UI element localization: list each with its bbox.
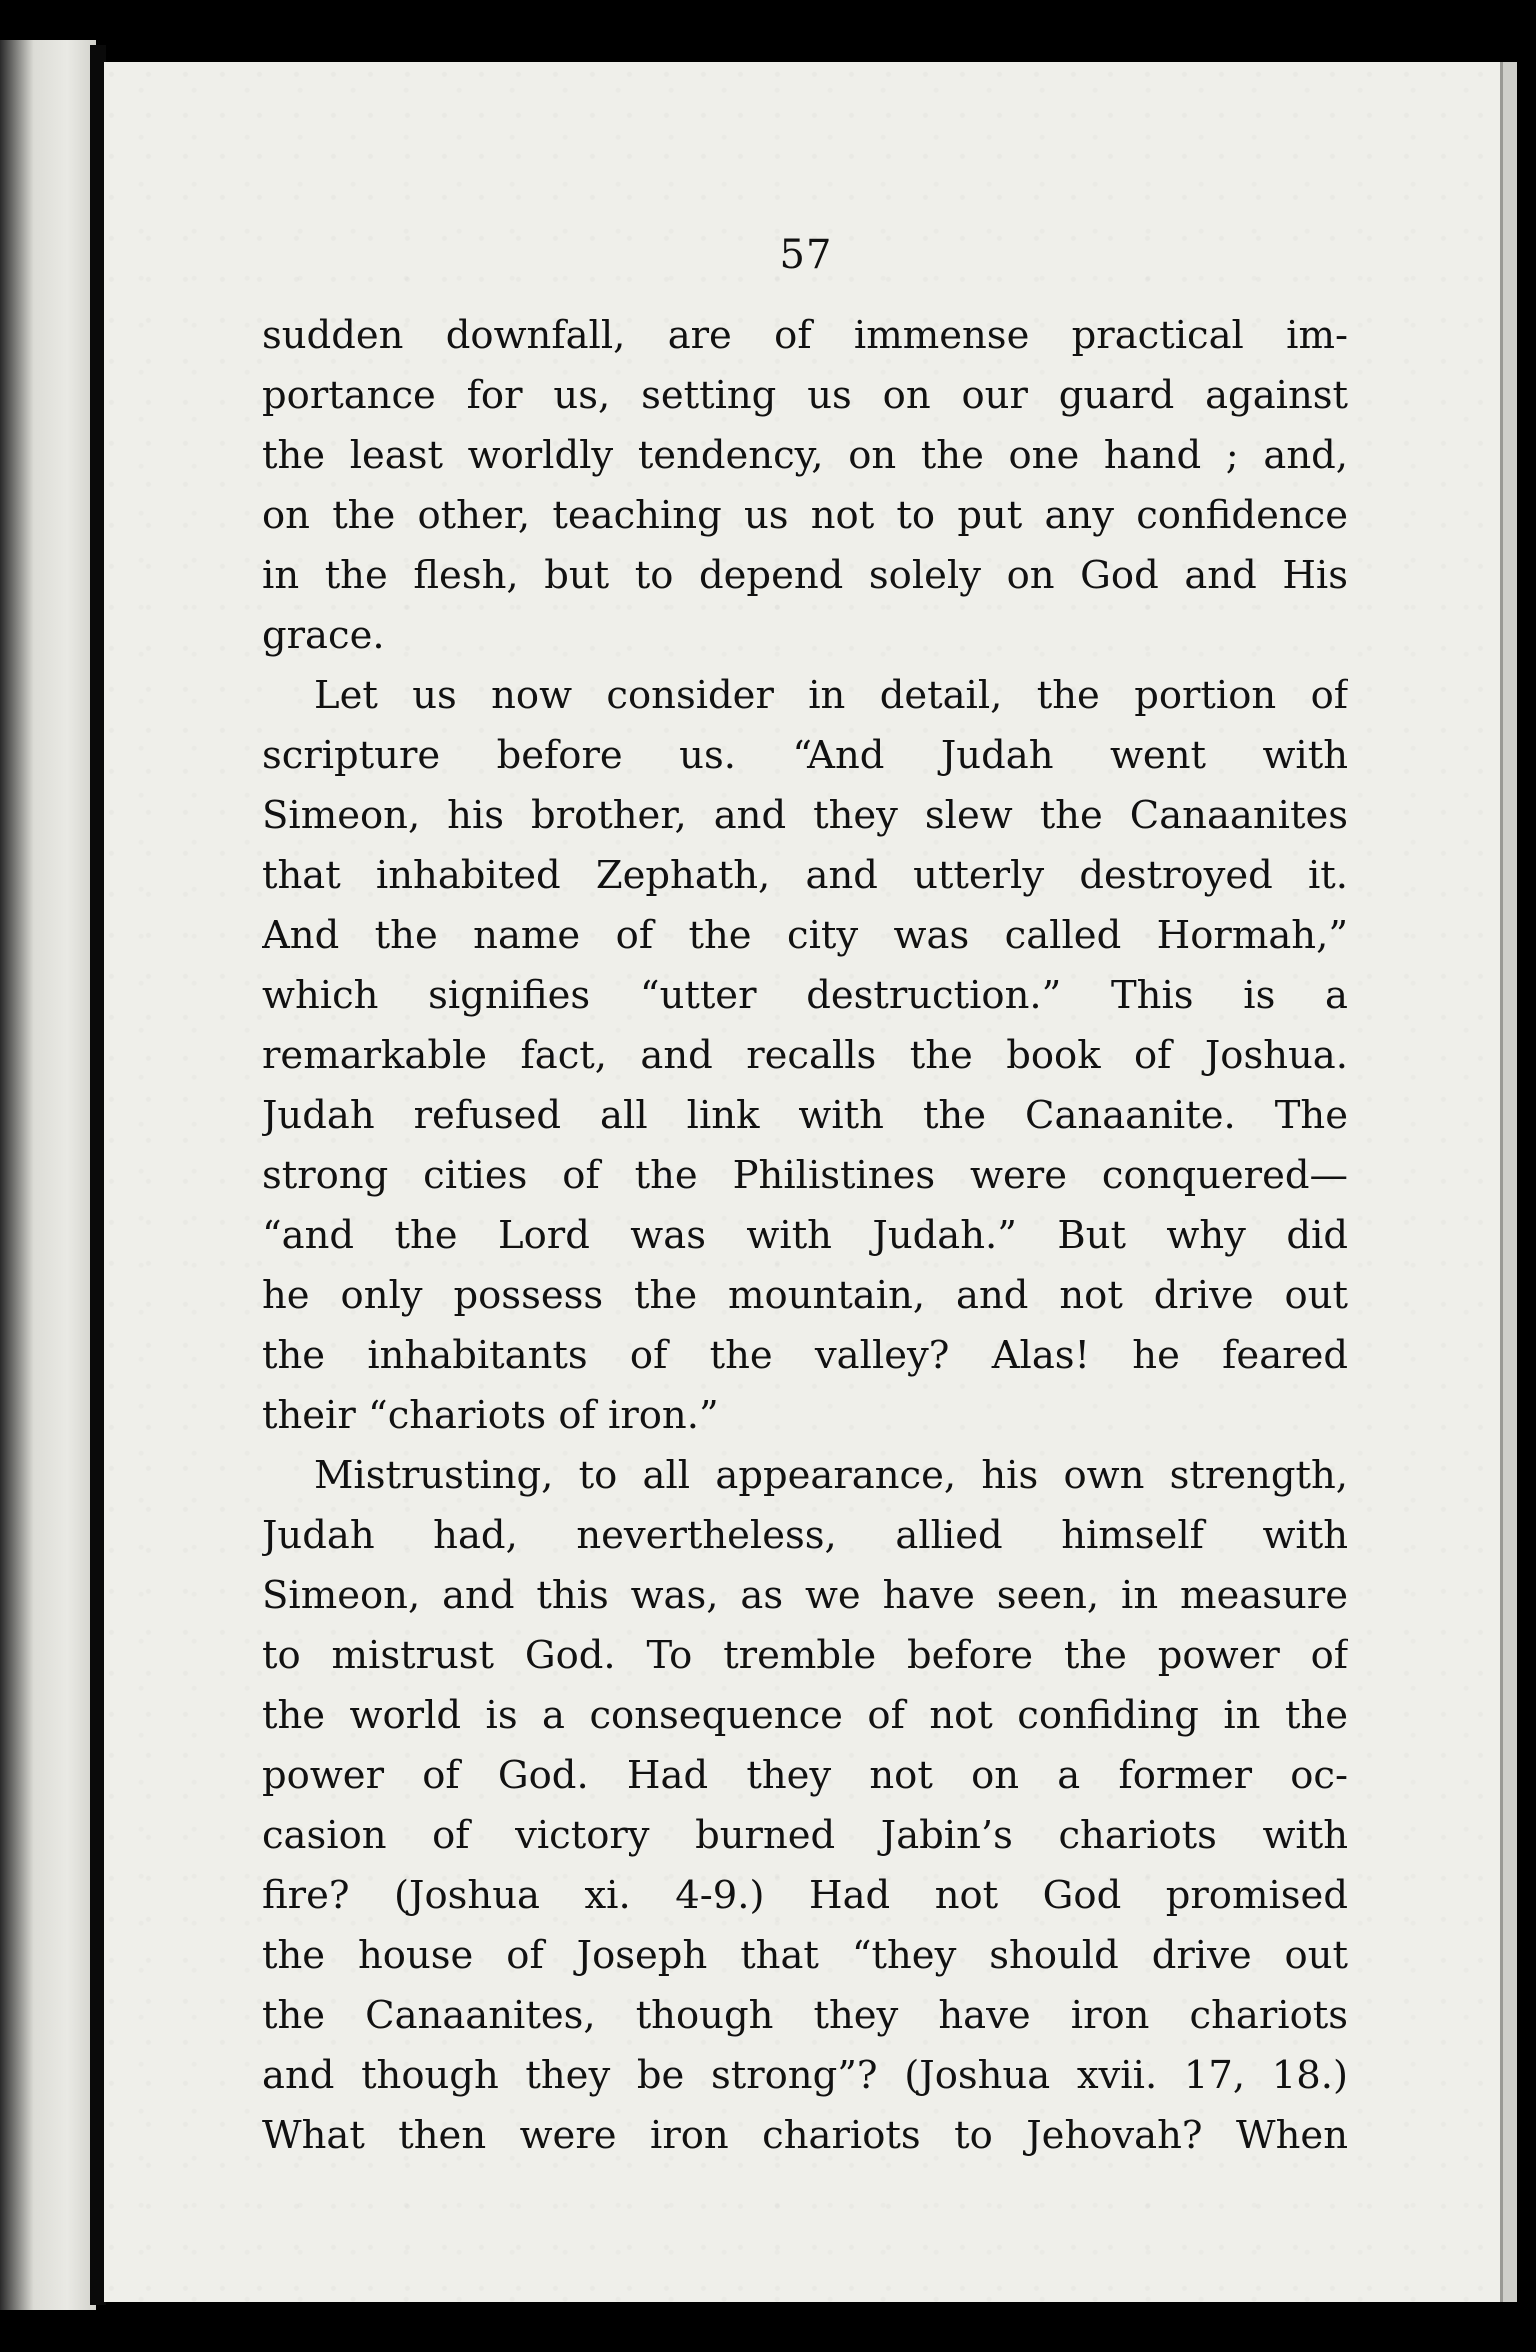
text-line: Judah had, nevertheless, allied himself with bbox=[262, 1513, 1348, 1558]
text-line: scripture before us. “And Judah went with bbox=[262, 733, 1348, 778]
left-page-edge bbox=[0, 40, 96, 2310]
text-line: strong cities of the Philistines were conquered— bbox=[262, 1153, 1348, 1198]
text-line: grace. bbox=[262, 613, 385, 658]
text-line: fire? (Joshua xi. 4-9.) Had not God promised bbox=[262, 1873, 1348, 1918]
text-line: to mistrust God. To tremble before the power of bbox=[262, 1633, 1348, 1678]
text-line: on the other, teaching us not to put any confidence bbox=[262, 493, 1348, 538]
text-line: that inhabited Zephath, and utterly destroyed it. bbox=[262, 853, 1348, 898]
text-line: And the name of the city was called Hormah,” bbox=[262, 913, 1348, 958]
page-number: 57 bbox=[779, 232, 833, 278]
text-line: sudden downfall, are of immense practical im- bbox=[262, 313, 1348, 358]
text-line: and though they be strong”? (Joshua xvii. 17, 18.) bbox=[262, 2053, 1348, 2098]
text-line: which signifies “utter destruction.” This is a bbox=[262, 973, 1348, 1018]
text-line: Simeon, and this was, as we have seen, in measure bbox=[262, 1573, 1348, 1618]
text-line: power of God. Had they not on a former oc- bbox=[262, 1753, 1348, 1798]
text-line: he only possess the mountain, and not drive out bbox=[262, 1273, 1348, 1318]
text-line: Judah refused all link with the Canaanite. The bbox=[262, 1093, 1348, 1138]
text-line: the house of Joseph that “they should drive out bbox=[262, 1933, 1348, 1978]
text-line: in the flesh, but to depend solely on God and His bbox=[262, 553, 1348, 598]
text-line: What then were iron chariots to Jehovah? When bbox=[262, 2113, 1348, 2158]
scan-border bbox=[0, 0, 1536, 60]
text-line: the least worldly tendency, on the one hand ; and, bbox=[262, 433, 1348, 478]
text-line: casion of victory burned Jabin’s chariots with bbox=[262, 1813, 1348, 1858]
text-line: Let us now consider in detail, the portion of bbox=[314, 673, 1348, 718]
text-line: the inhabitants of the valley? Alas! he feared bbox=[262, 1333, 1348, 1378]
text-line: Simeon, his brother, and they slew the Canaanites bbox=[262, 793, 1348, 838]
text-line: their “chariots of iron.” bbox=[262, 1393, 719, 1438]
text-line: the world is a consequence of not confiding in the bbox=[262, 1693, 1348, 1738]
text-line: remarkable fact, and recalls the book of Joshua. bbox=[262, 1033, 1348, 1078]
text-line: portance for us, setting us on our guard against bbox=[262, 373, 1348, 418]
text-line: “and the Lord was with Judah.” But why did bbox=[262, 1213, 1348, 1258]
body-text bbox=[262, 306, 1348, 2166]
text-line: Mistrusting, to all appearance, his own strength, bbox=[314, 1453, 1348, 1498]
text-line: the Canaanites, though they have iron chariots bbox=[262, 1993, 1348, 2038]
page-right-edge bbox=[1500, 62, 1517, 2302]
